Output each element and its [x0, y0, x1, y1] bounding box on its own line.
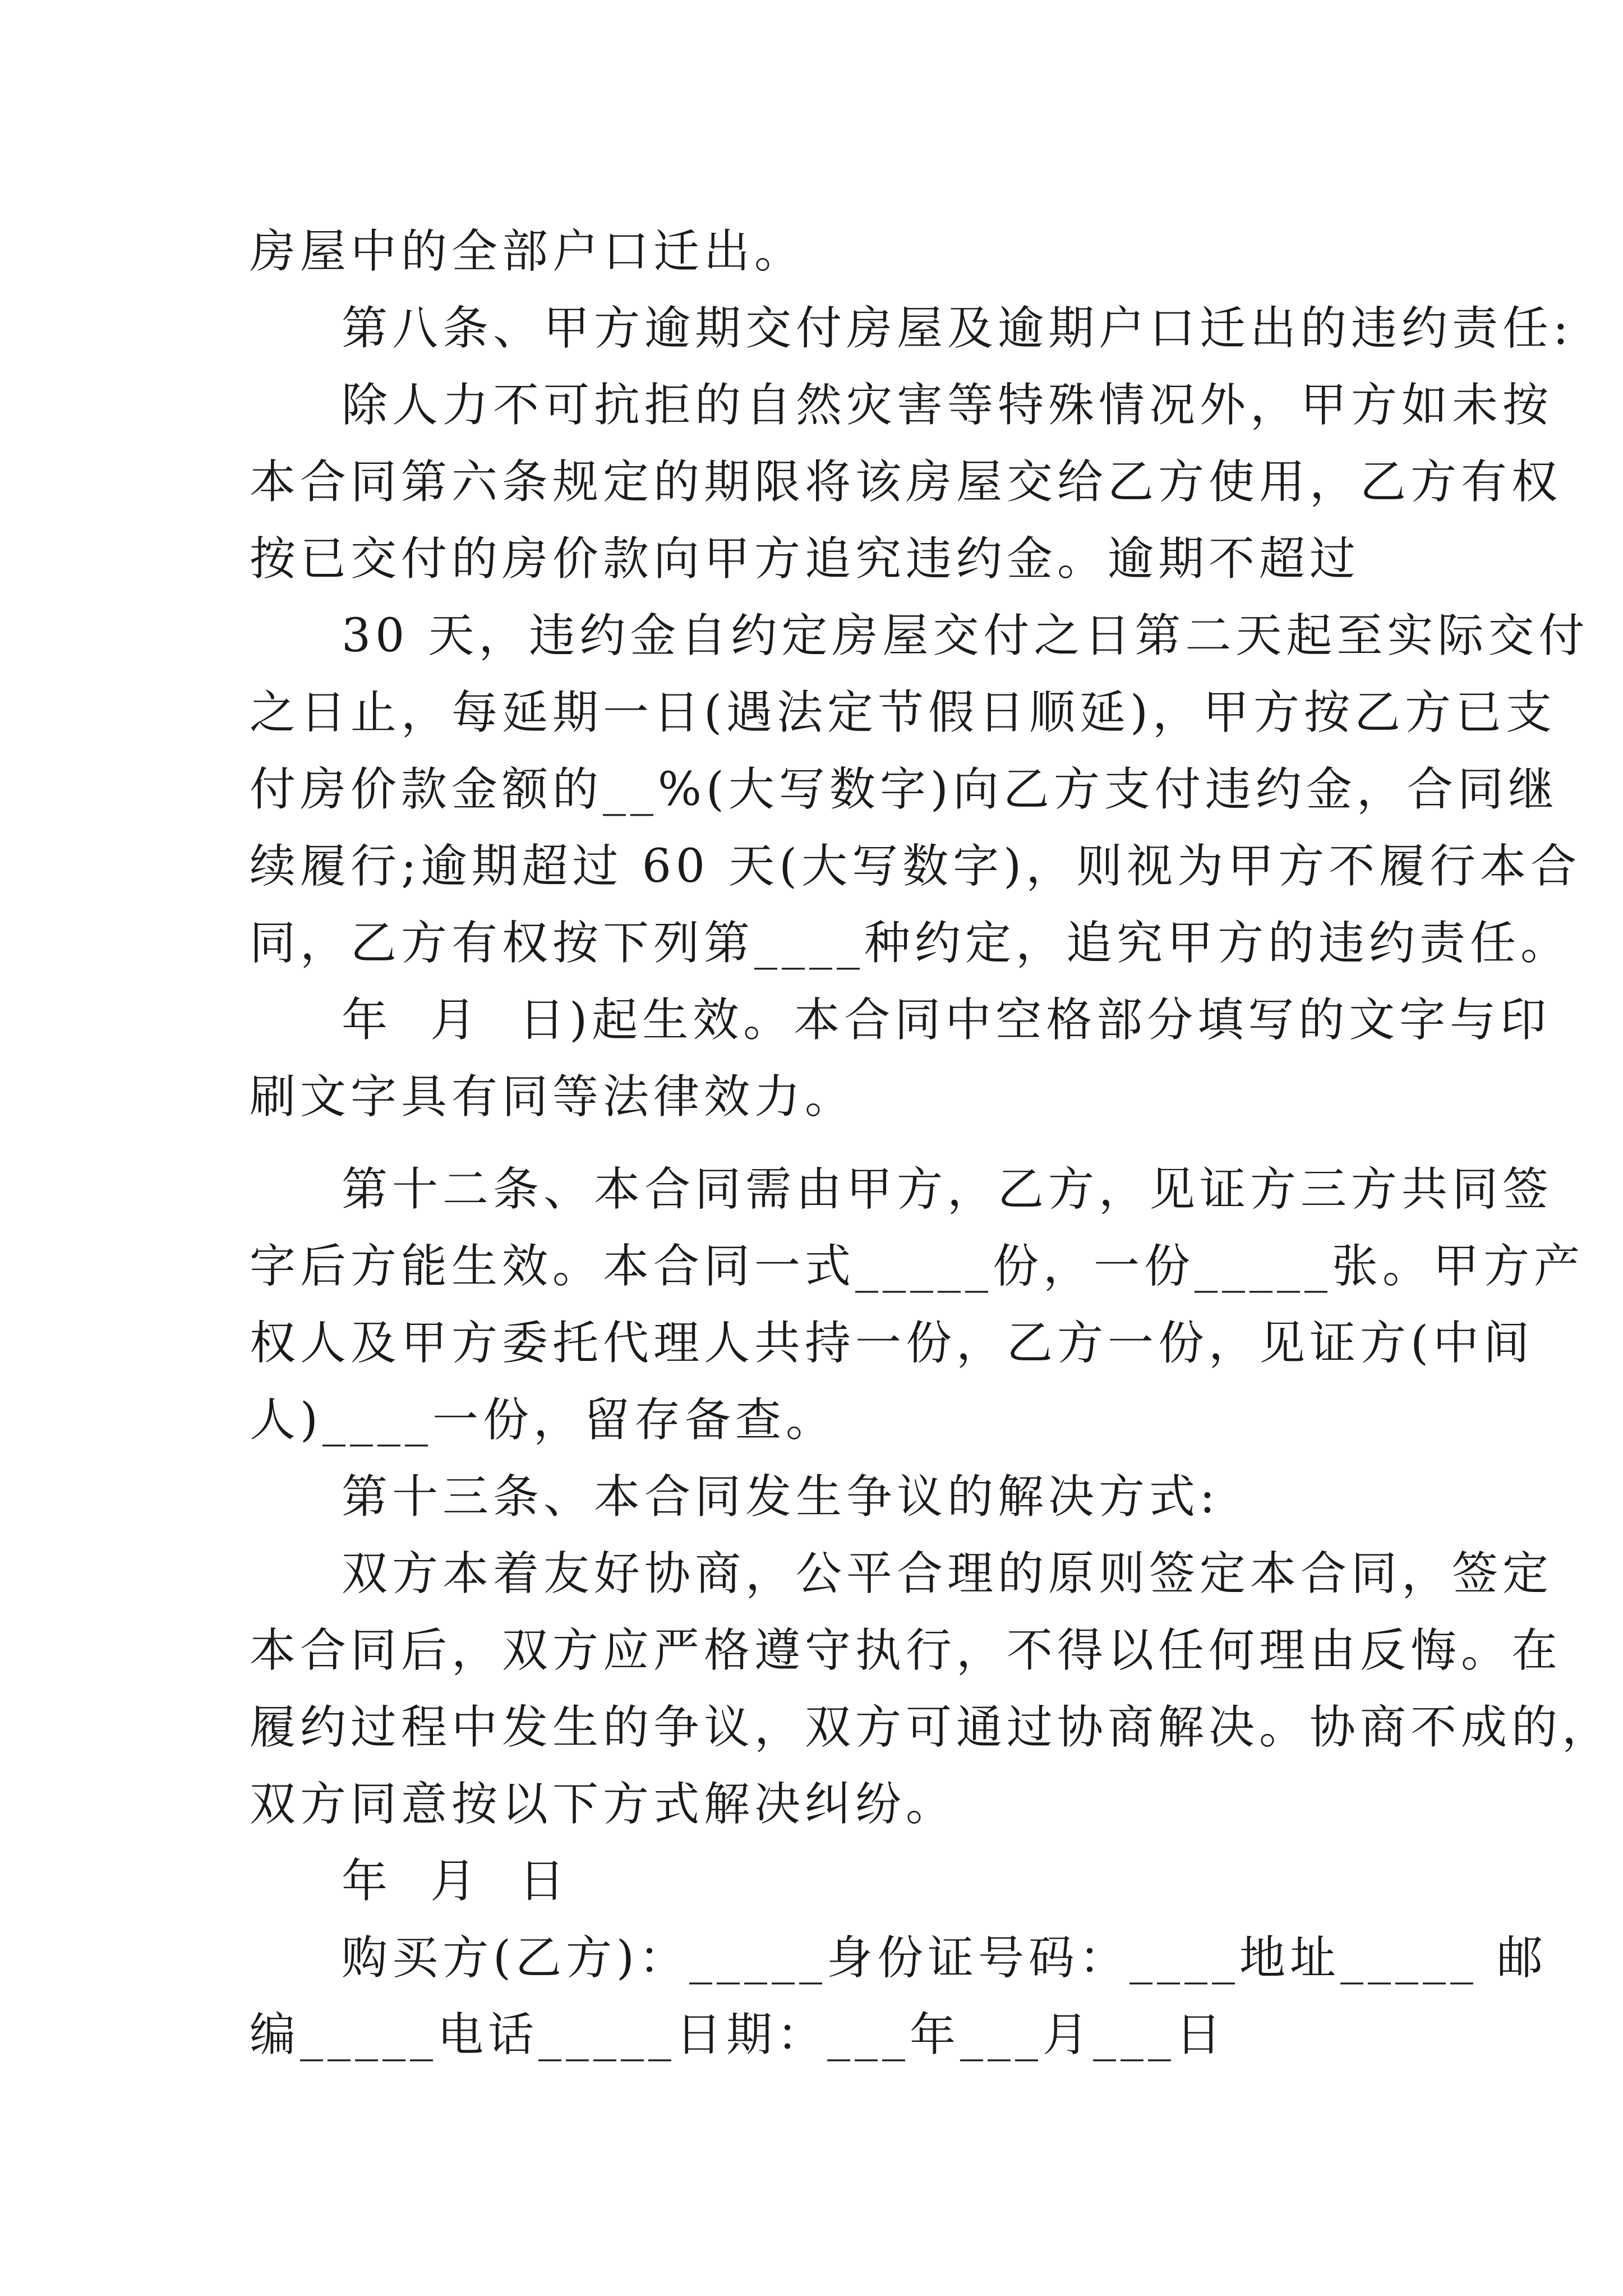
document-line: 购买方(乙方)：_____身份证号码：____地址_____ 邮	[342, 1931, 1548, 1985]
document-line: 年 月 日	[342, 1855, 570, 1908]
document-line: 双方本着友好协商，公平合理的原则签定本合同，签定	[342, 1547, 1553, 1600]
document-line: 除人力不可抗拒的自然灾害等特殊情况外，甲方如未按	[342, 379, 1553, 432]
document-line: 第十二条、本合同需由甲方，乙方，见证方三方共同签	[342, 1163, 1553, 1216]
document-line: 字后方能生效。本合同一式_____份，一份_____张。甲方产	[250, 1240, 1585, 1293]
document-line: 刷文字具有同等法律效力。	[250, 1070, 856, 1124]
document-line: 履约过程中发生的争议，双方可通过协商解决。协商不成的，	[250, 1701, 1613, 1754]
document-line: 年 月 日)起生效。本合同中空格部分填写的文字与印	[342, 993, 1551, 1047]
document-line: 双方同意按以下方式解决纠纷。	[250, 1778, 957, 1831]
document-body	[250, 213, 1613, 2073]
document-line: 按已交付的房价款向甲方追究违约金。逾期不超过	[250, 532, 1361, 586]
document-line: 付房价款金额的__%(大写数字)向乙方支付违约金，合同继	[250, 763, 1559, 816]
document-line: 30 天，违约金自约定房屋交付之日第二天起至实际交付	[342, 609, 1589, 662]
document-line: 同，乙方有权按下列第____种约定，追究甲方的违约责任。	[250, 917, 1571, 970]
document-line: 房屋中的全部户口迁出。	[250, 225, 805, 278]
document-line: 人)____一份，留存备查。	[250, 1393, 836, 1447]
document-line: 第八条、甲方逾期交付房屋及逾期户口迁出的违约责任:	[342, 302, 1573, 355]
document-line: 之日止，每延期一日(遇法定节假日顺延)，甲方按乙方已支	[250, 686, 1556, 739]
document-line: 编_____电话_____日期：___年___月___日	[250, 2008, 1226, 2062]
document-line: 本合同第六条规定的期限将该房屋交给乙方使用，乙方有权	[250, 455, 1562, 509]
document-line: 本合同后，双方应严格遵守执行，不得以任何理由反悔。在	[250, 1624, 1562, 1677]
document-line: 权人及甲方委托代理人共持一份，乙方一份，见证方(中间	[250, 1317, 1534, 1370]
document-line: 第十三条、本合同发生争议的解决方式:	[342, 1470, 1220, 1524]
document-line: 续履行;逾期超过 60 天(大写数字)，则视为甲方不履行本合	[250, 840, 1581, 893]
